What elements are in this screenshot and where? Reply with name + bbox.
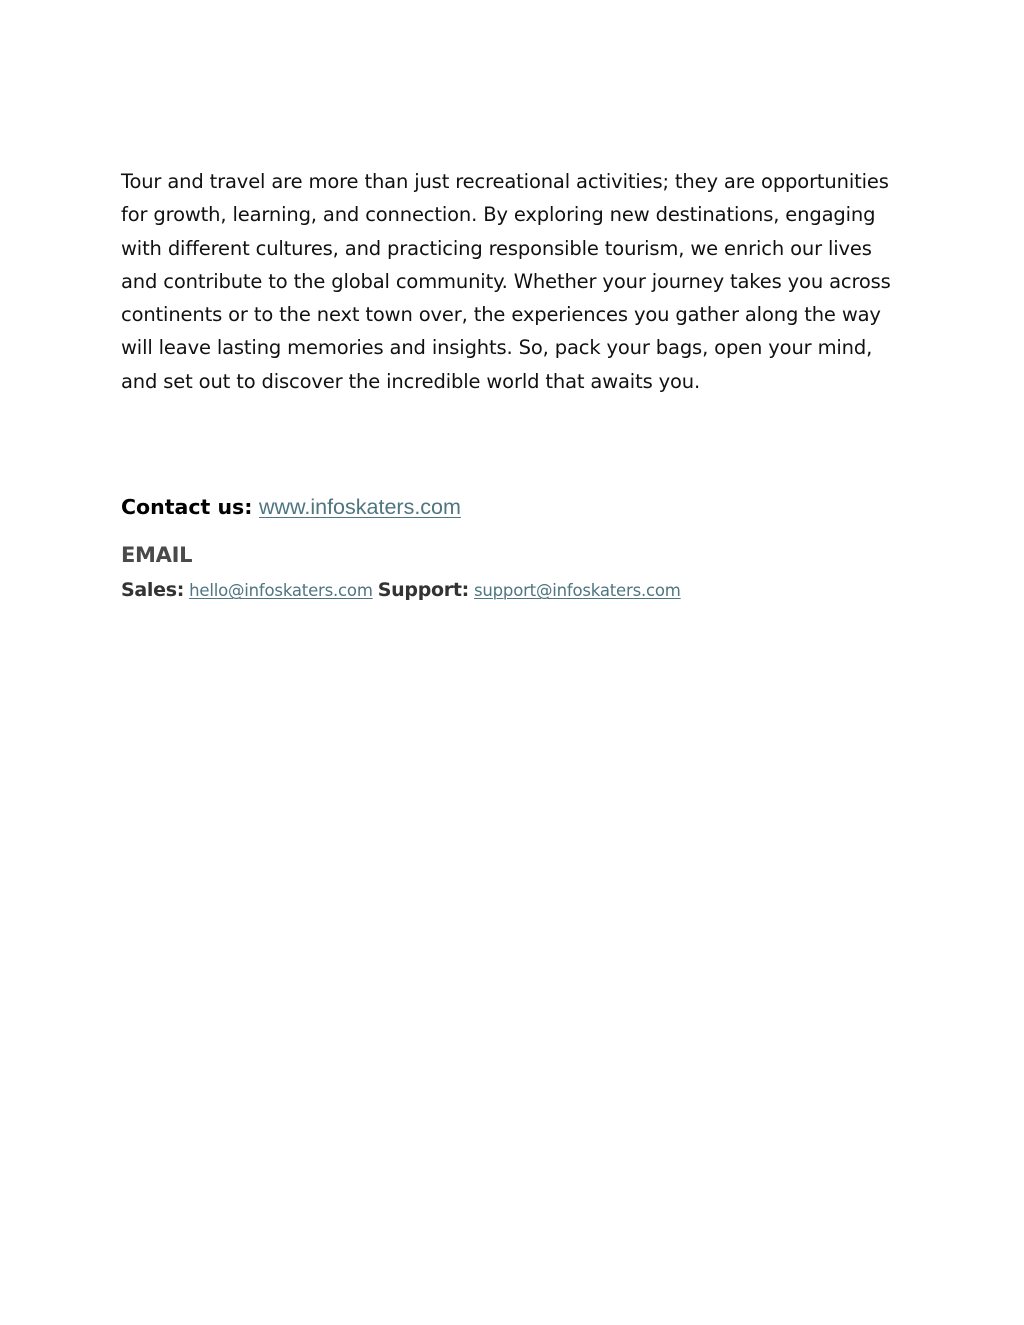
email-heading: EMAIL	[121, 543, 193, 567]
sales-email-link[interactable]: hello@infoskaters.com	[189, 581, 373, 600]
contact-label: Contact us:	[121, 495, 253, 519]
sales-label: Sales:	[121, 579, 185, 601]
email-line	[121, 575, 681, 606]
support-label: Support:	[377, 579, 469, 601]
travel-paragraph: Tour and travel are more than just recreational activities; they are opportunities for growth, learning, and connection. By exploring new destinations, engaging with different cultures, and practicing responsible tourism, we enrich our lives and contribute to the global community. Whether your journey takes you across continents or to the next town over, the experiences you gather along the way will leave lasting memories and insights. So, pack your bags, open your mind, and set out to discover the incredible world that awaits you.	[121, 170, 891, 393]
website-link[interactable]: www.infoskaters.com	[258, 495, 461, 519]
contact-line	[121, 491, 461, 523]
support-email-link[interactable]: support@infoskaters.com	[474, 581, 681, 600]
